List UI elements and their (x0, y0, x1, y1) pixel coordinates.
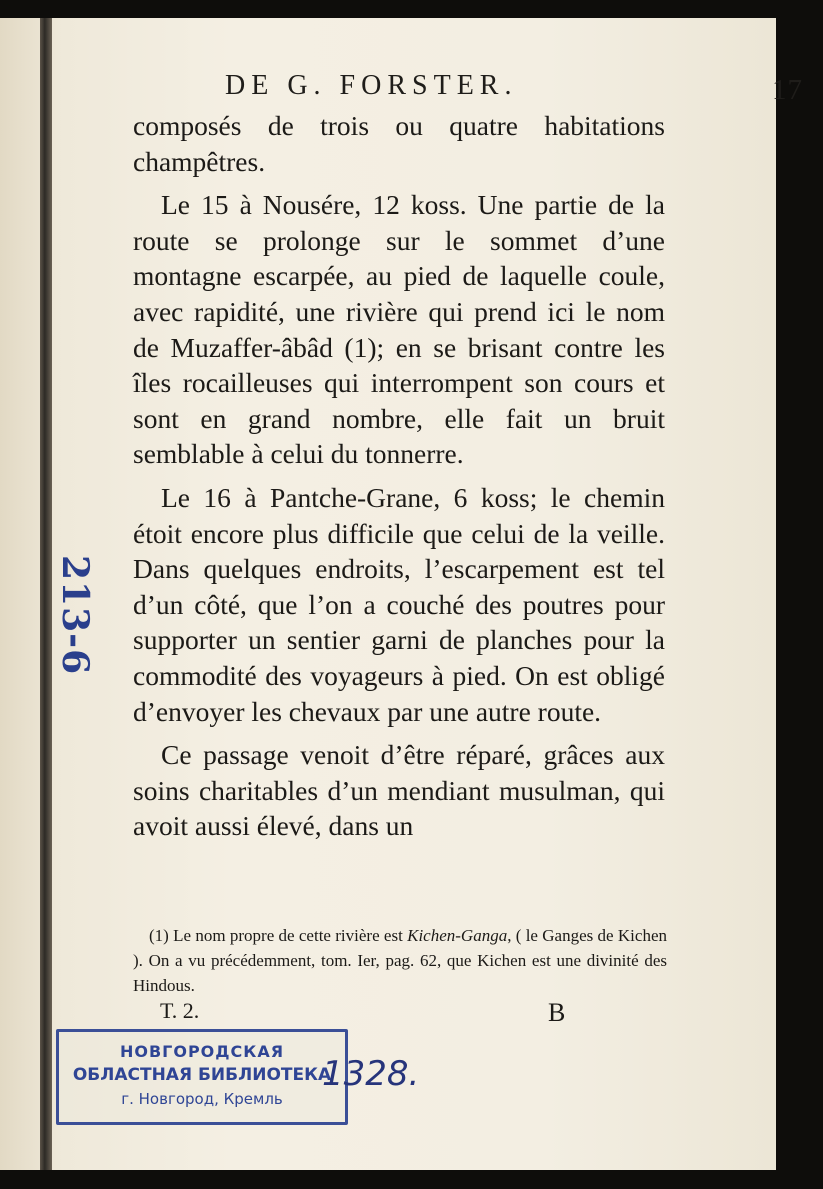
running-title: DE G. FORSTER. (225, 70, 518, 101)
stamp-line-3: г. Новгород, Кремль (121, 1090, 283, 1108)
stamp-line-1: НОВГОРОДСКАЯ (119, 1042, 285, 1061)
page-number: 17 (772, 74, 803, 106)
footnote-text: (1) Le nom propre de cette rivière est Kichen-Ganga, ( le Ganges de Kichen ). On a vu précédemment, tom. Ier, pag. 62, que Kichen est une divinité des Hindous. (133, 926, 667, 995)
paragraph: Ce passage venoit d’être réparé, grâces aux soins charitables d’un mendiant musulman, qui avoit aussi élevé, dans un (133, 739, 665, 842)
volume-signature: T. 2. (160, 998, 200, 1023)
gathering-signature: B (548, 998, 566, 1027)
shelfmark: 213-6 (54, 555, 96, 676)
footnote (133, 923, 667, 998)
book-spine (40, 18, 52, 1170)
paragraph: Le 16 à Pantche-Grane, 6 koss; le chemin étoit encore plus difficile que celui de la veille. Dans quelques endroits, l’escarpement est tel d’un côté, que l’on a couché des poutres pour supporter un sentier garni de planches pour la commodité des voyageurs à pied. On est obligé d’envoyer les chevaux par une autre route. (133, 481, 665, 727)
library-stamp (56, 1029, 348, 1125)
paragraph: composés de trois ou quatre habitations champêtres. (133, 110, 665, 177)
inventory-number: 1328. (322, 1054, 420, 1094)
footnote-river-name: Kichen-Ganga (407, 926, 508, 945)
paragraph: Le 15 à Nousére, 12 koss. Une partie de la route se prolonge sur le sommet d’une montagne escarpée, au pied de laquelle coule, avec rapidité, une rivière qui prend ici le nom de Muzaffer-âbâd (1); en se brisant contre les îles rocailleuses qui interrompent son cours et sont en grand nombre, elle fait un bruit semblable à celui du tonnerre. (133, 189, 665, 470)
stamp-line-2: ОБЛАСТНАЯ БИБЛИОТЕКА (72, 1065, 332, 1085)
main-text (133, 108, 665, 844)
running-header (225, 70, 803, 106)
